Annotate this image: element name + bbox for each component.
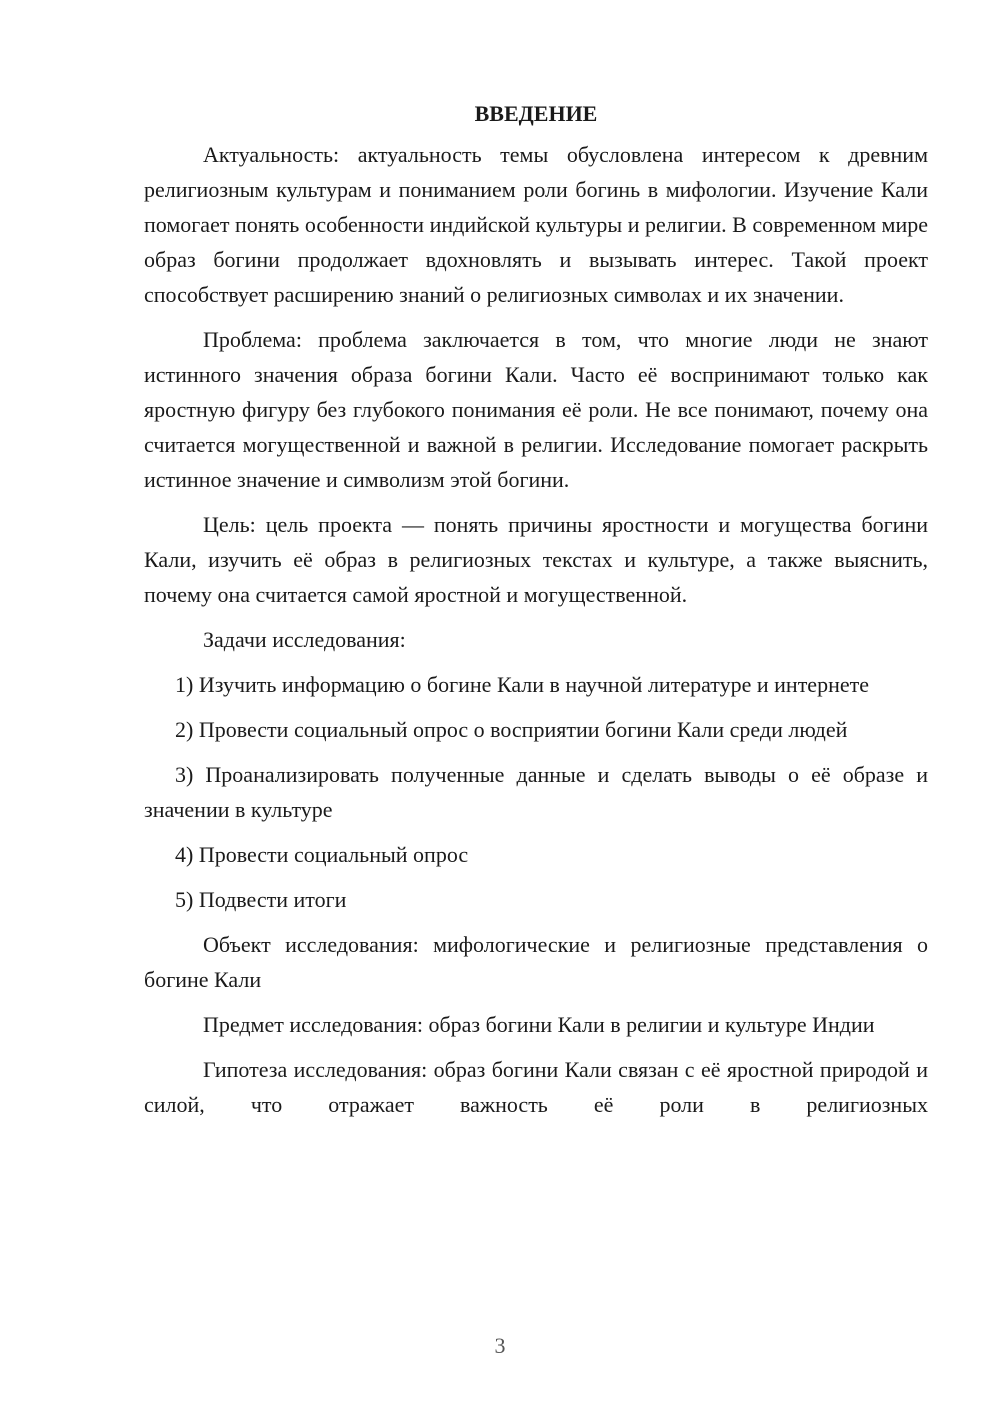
task-item: 4) Провести социальный опрос xyxy=(175,842,469,867)
task-item: 5) Подвести итоги xyxy=(175,887,347,912)
task-item: 3) Проанализировать полученные данные и сделать выводы о её образе и значении в культуре xyxy=(144,762,928,822)
paragraph-goal: Цель: цель проекта — понять причины яростности и могущества богини Кали, изучить её образ в религиозных текстах и культуре, а также выяснить, почему она считается самой яростной и могущественной. xyxy=(144,512,928,607)
page-number: 3 xyxy=(494,1333,506,1358)
paragraph-hypothesis: Гипотеза исследования: образ богини Кали связан с её яростной природой и силой, что отражает важность её роли в религиозных xyxy=(144,1057,928,1117)
document-page xyxy=(144,96,928,1122)
paragraph-subject: Предмет исследования: образ богини Кали в религии и культуре Индии xyxy=(203,1012,875,1037)
task-item: 2) Провести социальный опрос о восприятии богини Кали среди людей xyxy=(175,717,848,742)
paragraph-problem: Проблема: проблема заключается в том, что многие люди не знают истинного значения образа богини Кали. Часто её воспринимают только как яростную фигуру без глубокого понимания её роли. Не все понимают, почему она считается могущественной и важной в религии. Исследование помогает раскрыть истинное значение и символизм этой богини. xyxy=(144,327,928,492)
document-heading: ВВЕДЕНИЕ xyxy=(474,101,598,126)
tasks-title: Задачи исследования: xyxy=(203,627,406,652)
task-item: 1) Изучить информацию о богине Кали в научной литературе и интернете xyxy=(175,672,869,697)
paragraph-relevance: Актуальность: актуальность темы обусловлена интересом к древним религиозным культурам и пониманием роли богинь в мифологии. Изучение Кали помогает понять особенности индийской культуры и религии. В современном мире образ богини продолжает вдохновлять и вызывать интерес. Такой проект способствует расширению знаний о религиозных символах и их значении. xyxy=(144,142,928,307)
paragraph-object: Объект исследования: мифологические и религиозные представления о богине Кали xyxy=(144,932,928,992)
